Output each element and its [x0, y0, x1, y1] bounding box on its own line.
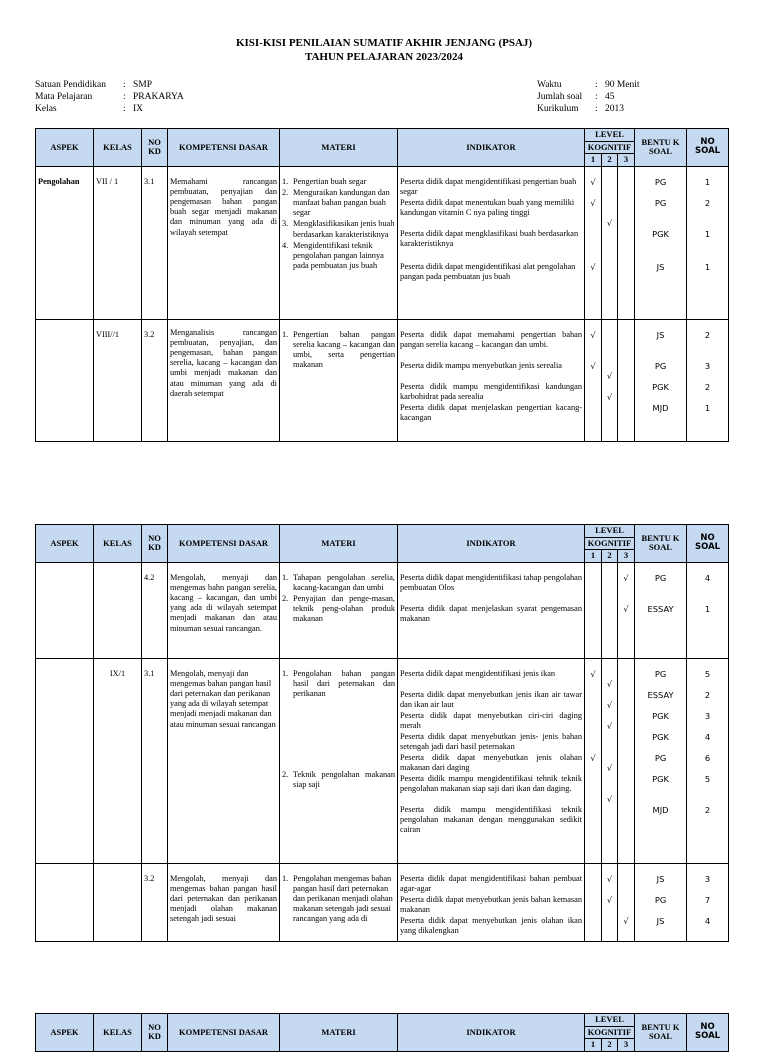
header-kognitif: KOGNITIF: [585, 537, 635, 550]
meta-left: [35, 79, 184, 115]
meta-row-jumlah: Jumlah soal : 45: [537, 92, 615, 102]
cell-level-1: [585, 658, 602, 863]
cell-materi: [280, 562, 398, 658]
check-mark: √: [606, 762, 613, 773]
check-mark: √: [606, 699, 613, 710]
bentuk-item: PGK: [652, 731, 669, 742]
materi-item: 1. Pengertian bahan pangan serelia kacang – kacangan dan umbi, serta pengertian makanan: [282, 329, 395, 370]
nosoal-item: 2: [704, 689, 711, 700]
bentuk-item: ESSAY: [647, 603, 674, 614]
header-nokd: NO KD: [142, 129, 168, 167]
cell-level-1: [585, 863, 602, 941]
cell-materi: [280, 863, 398, 941]
nosoal-item: 1: [704, 228, 711, 239]
nosoal-item: 3: [704, 710, 711, 721]
cell-materi: [280, 658, 398, 863]
cell-kompetensi: Mengolah, menyaji dan mengemas bahan pangan hasil dari peternakan dan perikanan menjadi olahan makanan setengah jadi sesuai: [168, 863, 280, 941]
cell-indikator: [398, 166, 585, 319]
cell-level-3: [618, 863, 635, 941]
bentuk-item: PG: [654, 572, 667, 583]
header-materi: MATERI: [280, 525, 398, 563]
check-mark: √: [606, 678, 613, 689]
indikator-item: Peserta didik dapat mengidentifikasi tahap pengolahan pembuatan Olos: [400, 572, 582, 592]
cell-bentuk: [635, 319, 687, 441]
cell-nosoal: [687, 562, 729, 658]
kisi-table-1: [35, 128, 729, 442]
check-mark: √: [606, 370, 613, 381]
materi-item: 1. Tahapan pengolahan serelia, kacang-kacangan dan umbi: [282, 572, 395, 592]
cell-kompetensi: Menganalisis rancangan pembuatan, penyajian, dan pengemasan, bahan pangan serelia, kacang – kacangan dan umbi menjadi makanan dan atau minuman yang ada di daerah setempat: [168, 319, 280, 441]
check-mark: √: [590, 261, 596, 272]
header-aspek: ASPEK: [36, 1014, 94, 1052]
cell-level-1: [585, 319, 602, 441]
meta-row-kelas: Kelas : IX: [35, 104, 144, 114]
cell-kompetensi: Memahami rancangan pembuatan, penyajian dan pengemasan bahan pangan buah segar menjadi makanan dan minuman yang ada di wilayah setempat: [168, 166, 280, 319]
header-bentuk: BENTU K SOAL: [635, 129, 687, 167]
header-nosoal: NO SOAL: [687, 525, 729, 563]
cell-level-2: [602, 863, 618, 941]
header-indikator: INDIKATOR: [398, 525, 585, 563]
header-level-2: 2: [602, 1039, 618, 1052]
cell-kelas: VIII//1: [94, 319, 142, 441]
cell-kd: 4.2: [142, 562, 168, 658]
cell-level-3: [618, 562, 635, 658]
cell-indikator: [398, 863, 585, 941]
nosoal-item: 1: [704, 402, 711, 413]
header-level-3: 3: [618, 154, 635, 167]
header-level: LEVEL: [585, 1014, 635, 1027]
indikator-item: Peserta didik dapat menyebutkan jenis olahan ikan yang dikalengkan: [400, 915, 582, 935]
indikator-item: Peserta didik dapat mengidentifikasi alat pengolahan pangan pada pembuatan jus buah: [400, 261, 576, 281]
cell-level-2: [602, 166, 618, 319]
header-materi: MATERI: [280, 129, 398, 167]
cell-nosoal: [687, 658, 729, 863]
bentuk-item: MJD: [652, 804, 669, 815]
document-subtitle: TAHUN PELAJARAN 2023/2024: [304, 51, 464, 63]
header-nosoal: NO SOAL: [687, 1014, 729, 1052]
cell-level-1: [585, 166, 602, 319]
cell-level-3: [618, 658, 635, 863]
nosoal-item: 7: [704, 894, 711, 905]
bentuk-item: PGK: [652, 381, 669, 392]
check-mark: √: [606, 793, 613, 804]
check-mark: √: [590, 668, 596, 679]
cell-level-3: [618, 166, 635, 319]
nosoal-item: 5: [704, 773, 711, 784]
cell-bentuk: [635, 658, 687, 863]
nosoal-item: 5: [704, 668, 711, 679]
bentuk-item: JS: [656, 261, 665, 272]
indikator-item: Peserta didik dapat menyebutkan jenis bahan kemasan makanan: [400, 894, 582, 914]
cell-materi: [280, 166, 398, 319]
meta-row-mapel: Mata Pelajaran : PRAKARYA: [35, 92, 184, 102]
bentuk-item: PG: [654, 176, 667, 187]
header-level-2: 2: [602, 154, 618, 167]
meta-row-kurikulum: Kurikulum : 2013: [537, 104, 624, 114]
cell-level-1: [585, 562, 602, 658]
indikator-item: Peserta didik dapat menjelaskan pengertian kacang-kacangan: [400, 402, 582, 422]
header-nosoal: NO SOAL: [687, 129, 729, 167]
header-bentuk: BENTU K SOAL: [635, 525, 687, 563]
nosoal-item: 4: [704, 572, 711, 583]
indikator-item: Peserta didik dapat menyebutkan jenis olahan makanan dari daging: [400, 752, 582, 772]
cell-aspek: Pengolahan: [36, 166, 94, 319]
nosoal-item: 2: [704, 329, 711, 340]
cell-bentuk: [635, 863, 687, 941]
header-kelas: KELAS: [94, 525, 142, 563]
bentuk-item: PG: [654, 197, 667, 208]
meta-row-satuan: Satuan Pendidikan : SMP: [35, 80, 153, 90]
check-mark: √: [606, 894, 613, 905]
materi-item: 2. Menguraikan kandungan dan manfaat bahan pangan buah segar: [282, 187, 390, 218]
check-mark: √: [590, 176, 596, 187]
cell-kelas: VII / 1: [94, 166, 142, 319]
nosoal-item: 1: [704, 261, 711, 272]
bentuk-item: ESSAY: [647, 689, 674, 700]
check-mark: √: [606, 720, 613, 731]
header-aspek: ASPEK: [36, 525, 94, 563]
check-mark: √: [623, 603, 629, 614]
cell-aspek: [36, 319, 94, 441]
header-level-1: 1: [585, 1039, 602, 1052]
bentuk-item: PGK: [652, 710, 669, 721]
indikator-item: Peserta didik dapat memahami pengertian bahan pangan serelia kacang – kacangan dan umbi.: [400, 329, 582, 349]
cell-bentuk: [635, 562, 687, 658]
bentuk-item: PG: [654, 360, 667, 371]
header-materi: MATERI: [280, 1014, 398, 1052]
meta-right: [537, 79, 640, 115]
indikator-item: Peserta didik dapat menyebutkan ciri-ciri daging merah: [400, 710, 582, 730]
header-indikator: INDIKATOR: [398, 129, 585, 167]
cell-kd: 3.1: [142, 166, 168, 319]
indikator-item: Peserta didik dapat mengidentifikasi bahan pembuat agar-agar: [400, 873, 582, 893]
bentuk-item: PGK: [652, 228, 669, 239]
materi-item: 1. Pengertian buah segar: [282, 176, 367, 186]
nosoal-item: 3: [704, 360, 711, 371]
cell-level-2: [602, 319, 618, 441]
header-bentuk: BENTU K SOAL: [635, 1014, 687, 1052]
indikator-item: Peserta didik dapat menyebutkan jenis ikan air tawar dan ikan air laut: [400, 689, 582, 709]
cell-kompetensi: Mengolah, menyaji dan mengemas bahn pangan serelia, kacang – kacangan, dan umbi yang ada di wilayah setempat menjadi makanan dan atau minuman sesuai rancangan.: [168, 562, 280, 658]
header-indikator: INDIKATOR: [398, 1014, 585, 1052]
materi-item: 2. Penyajian dan penge-masan, teknik peng-olahan produk makanan: [282, 593, 395, 624]
indikator-item: Peserta didik mampu menyebutkan jenis serealia: [400, 360, 562, 370]
nosoal-item: 1: [704, 176, 711, 187]
header-level-1: 1: [585, 154, 602, 167]
header-level-3: 3: [618, 550, 635, 563]
nosoal-item: 2: [704, 381, 711, 392]
cell-bentuk: [635, 166, 687, 319]
cell-kd: 3.2: [142, 319, 168, 441]
materi-item: 2. Teknik pengolahan makanan siap saji: [282, 769, 395, 789]
materi-item: 1. Pengolahan bahan pangan hasil dari peternakan dan perikanan: [282, 668, 395, 698]
bentuk-item: PGK: [652, 773, 669, 784]
header-nokd: NO KD: [142, 525, 168, 563]
cell-kelas: [94, 562, 142, 658]
cell-aspek: [36, 863, 94, 941]
kisi-table-3: [35, 1013, 729, 1052]
cell-kd: 3.2: [142, 863, 168, 941]
document-title: KISI-KISI PENILAIAN SUMATIF AKHIR JENJANG (PSAJ): [235, 37, 533, 49]
bentuk-item: JS: [656, 329, 665, 340]
bentuk-item: PG: [654, 752, 667, 763]
check-mark: √: [606, 391, 613, 402]
materi-item: 1. Pengolahan mengemas bahan pangan hasil dari peternakan dan perikanan menjadi olahan makanan setengah jadi sesuai rancangan yang ada di: [282, 873, 393, 924]
cell-nosoal: [687, 166, 729, 319]
cell-kd: 3.1: [142, 658, 168, 863]
cell-nosoal: [687, 319, 729, 441]
check-mark: √: [623, 915, 629, 926]
header-aspek: ASPEK: [36, 129, 94, 167]
materi-item: 4. Mengidentifikasi teknik pengolahan pangan lainnya pada pembuatan jus buah: [282, 240, 384, 271]
indikator-item: Peserta didik dapat menjelaskan syarat pengemasan makanan: [400, 603, 582, 623]
header-kelas: KELAS: [94, 129, 142, 167]
indikator-item: Peserta didik dapat mengidentifikasi jenis ikan: [400, 668, 556, 678]
indikator-item: Peserta didik mampu mengidentifikasi teknik pengolahan makanan dengan menggunakan sedikit cairan: [400, 804, 582, 834]
check-mark: √: [590, 197, 596, 208]
header-level: LEVEL: [585, 525, 635, 538]
bentuk-item: JS: [656, 873, 665, 884]
cell-aspek: [36, 562, 94, 658]
nosoal-item: 2: [704, 804, 711, 815]
check-mark: √: [590, 752, 596, 763]
nosoal-item: 2: [704, 197, 711, 208]
indikator-item: Peserta didik dapat menentukan buah yang memiliki kandungan vitamin C nya paling tinggi: [400, 197, 575, 217]
header-kompetensi: KOMPETENSI DASAR: [168, 525, 280, 563]
bentuk-item: JS: [656, 915, 665, 926]
header-kognitif: KOGNITIF: [585, 1026, 635, 1039]
kisi-table-2: [35, 524, 729, 942]
cell-indikator: [398, 658, 585, 863]
header-kognitif: KOGNITIF: [585, 141, 635, 154]
cell-level-2: [602, 562, 618, 658]
check-mark: √: [623, 572, 629, 583]
nosoal-item: 3: [704, 873, 711, 884]
nosoal-item: 4: [704, 731, 711, 742]
header-kompetensi: KOMPETENSI DASAR: [168, 1014, 280, 1052]
nosoal-item: 1: [704, 603, 711, 614]
indikator-item: Peserta didik mampu mengidentifikasi tehnik teknik pengolahan makanan siap saji dari ikan dan daging.: [400, 773, 582, 793]
header-level-2: 2: [602, 550, 618, 563]
cell-indikator: [398, 319, 585, 441]
indikator-item: Peserta didik dapat mengidentifikasi pengertian buah segar: [400, 176, 577, 196]
materi-item: 3. Mengklasifikasikan jenis buah berdasarkan karakteristiknya: [282, 219, 395, 239]
indikator-item: Peserta didik mampu mengidentifikasi kandungan karbohidrat pada serealia: [400, 381, 582, 401]
header-kelas: KELAS: [94, 1014, 142, 1052]
check-mark: √: [606, 217, 613, 228]
check-mark: √: [590, 360, 596, 371]
cell-level-3: [618, 319, 635, 441]
bentuk-item: PG: [654, 894, 667, 905]
cell-kompetensi: Mengolah, menyaji dan mengemas bahan pangan hasil dari peternakan dan perikanan yang ada di wilayah setempat menjadi menjadi makanan dan atau minuman sesuai rancangan: [168, 658, 280, 863]
cell-level-2: [602, 658, 618, 863]
header-kompetensi: KOMPETENSI DASAR: [168, 129, 280, 167]
cell-kelas: [94, 863, 142, 941]
cell-kelas: IX/1: [94, 658, 142, 863]
header-level: LEVEL: [585, 129, 635, 142]
meta-row-waktu: Waktu : 90 Menit: [537, 80, 640, 90]
indikator-item: Peserta didik dapat menyebutkan jenis- jenis bahan setengah jadi dari hasil peternakan: [400, 731, 582, 751]
nosoal-item: 4: [704, 915, 711, 926]
bentuk-item: PG: [654, 668, 667, 679]
indikator-item: Peserta didik dapat mengklasifikasi buah berdasarkan karakteristiknya: [400, 228, 579, 248]
header-level-1: 1: [585, 550, 602, 563]
nosoal-item: 6: [704, 752, 711, 763]
cell-nosoal: [687, 863, 729, 941]
cell-materi: [280, 319, 398, 441]
bentuk-item: MJD: [652, 402, 669, 413]
header-nokd: NO KD: [142, 1014, 168, 1052]
check-mark: √: [606, 873, 613, 884]
check-mark: √: [590, 329, 596, 340]
header-level-3: 3: [618, 1039, 635, 1052]
cell-indikator: [398, 562, 585, 658]
cell-aspek: [36, 658, 94, 863]
